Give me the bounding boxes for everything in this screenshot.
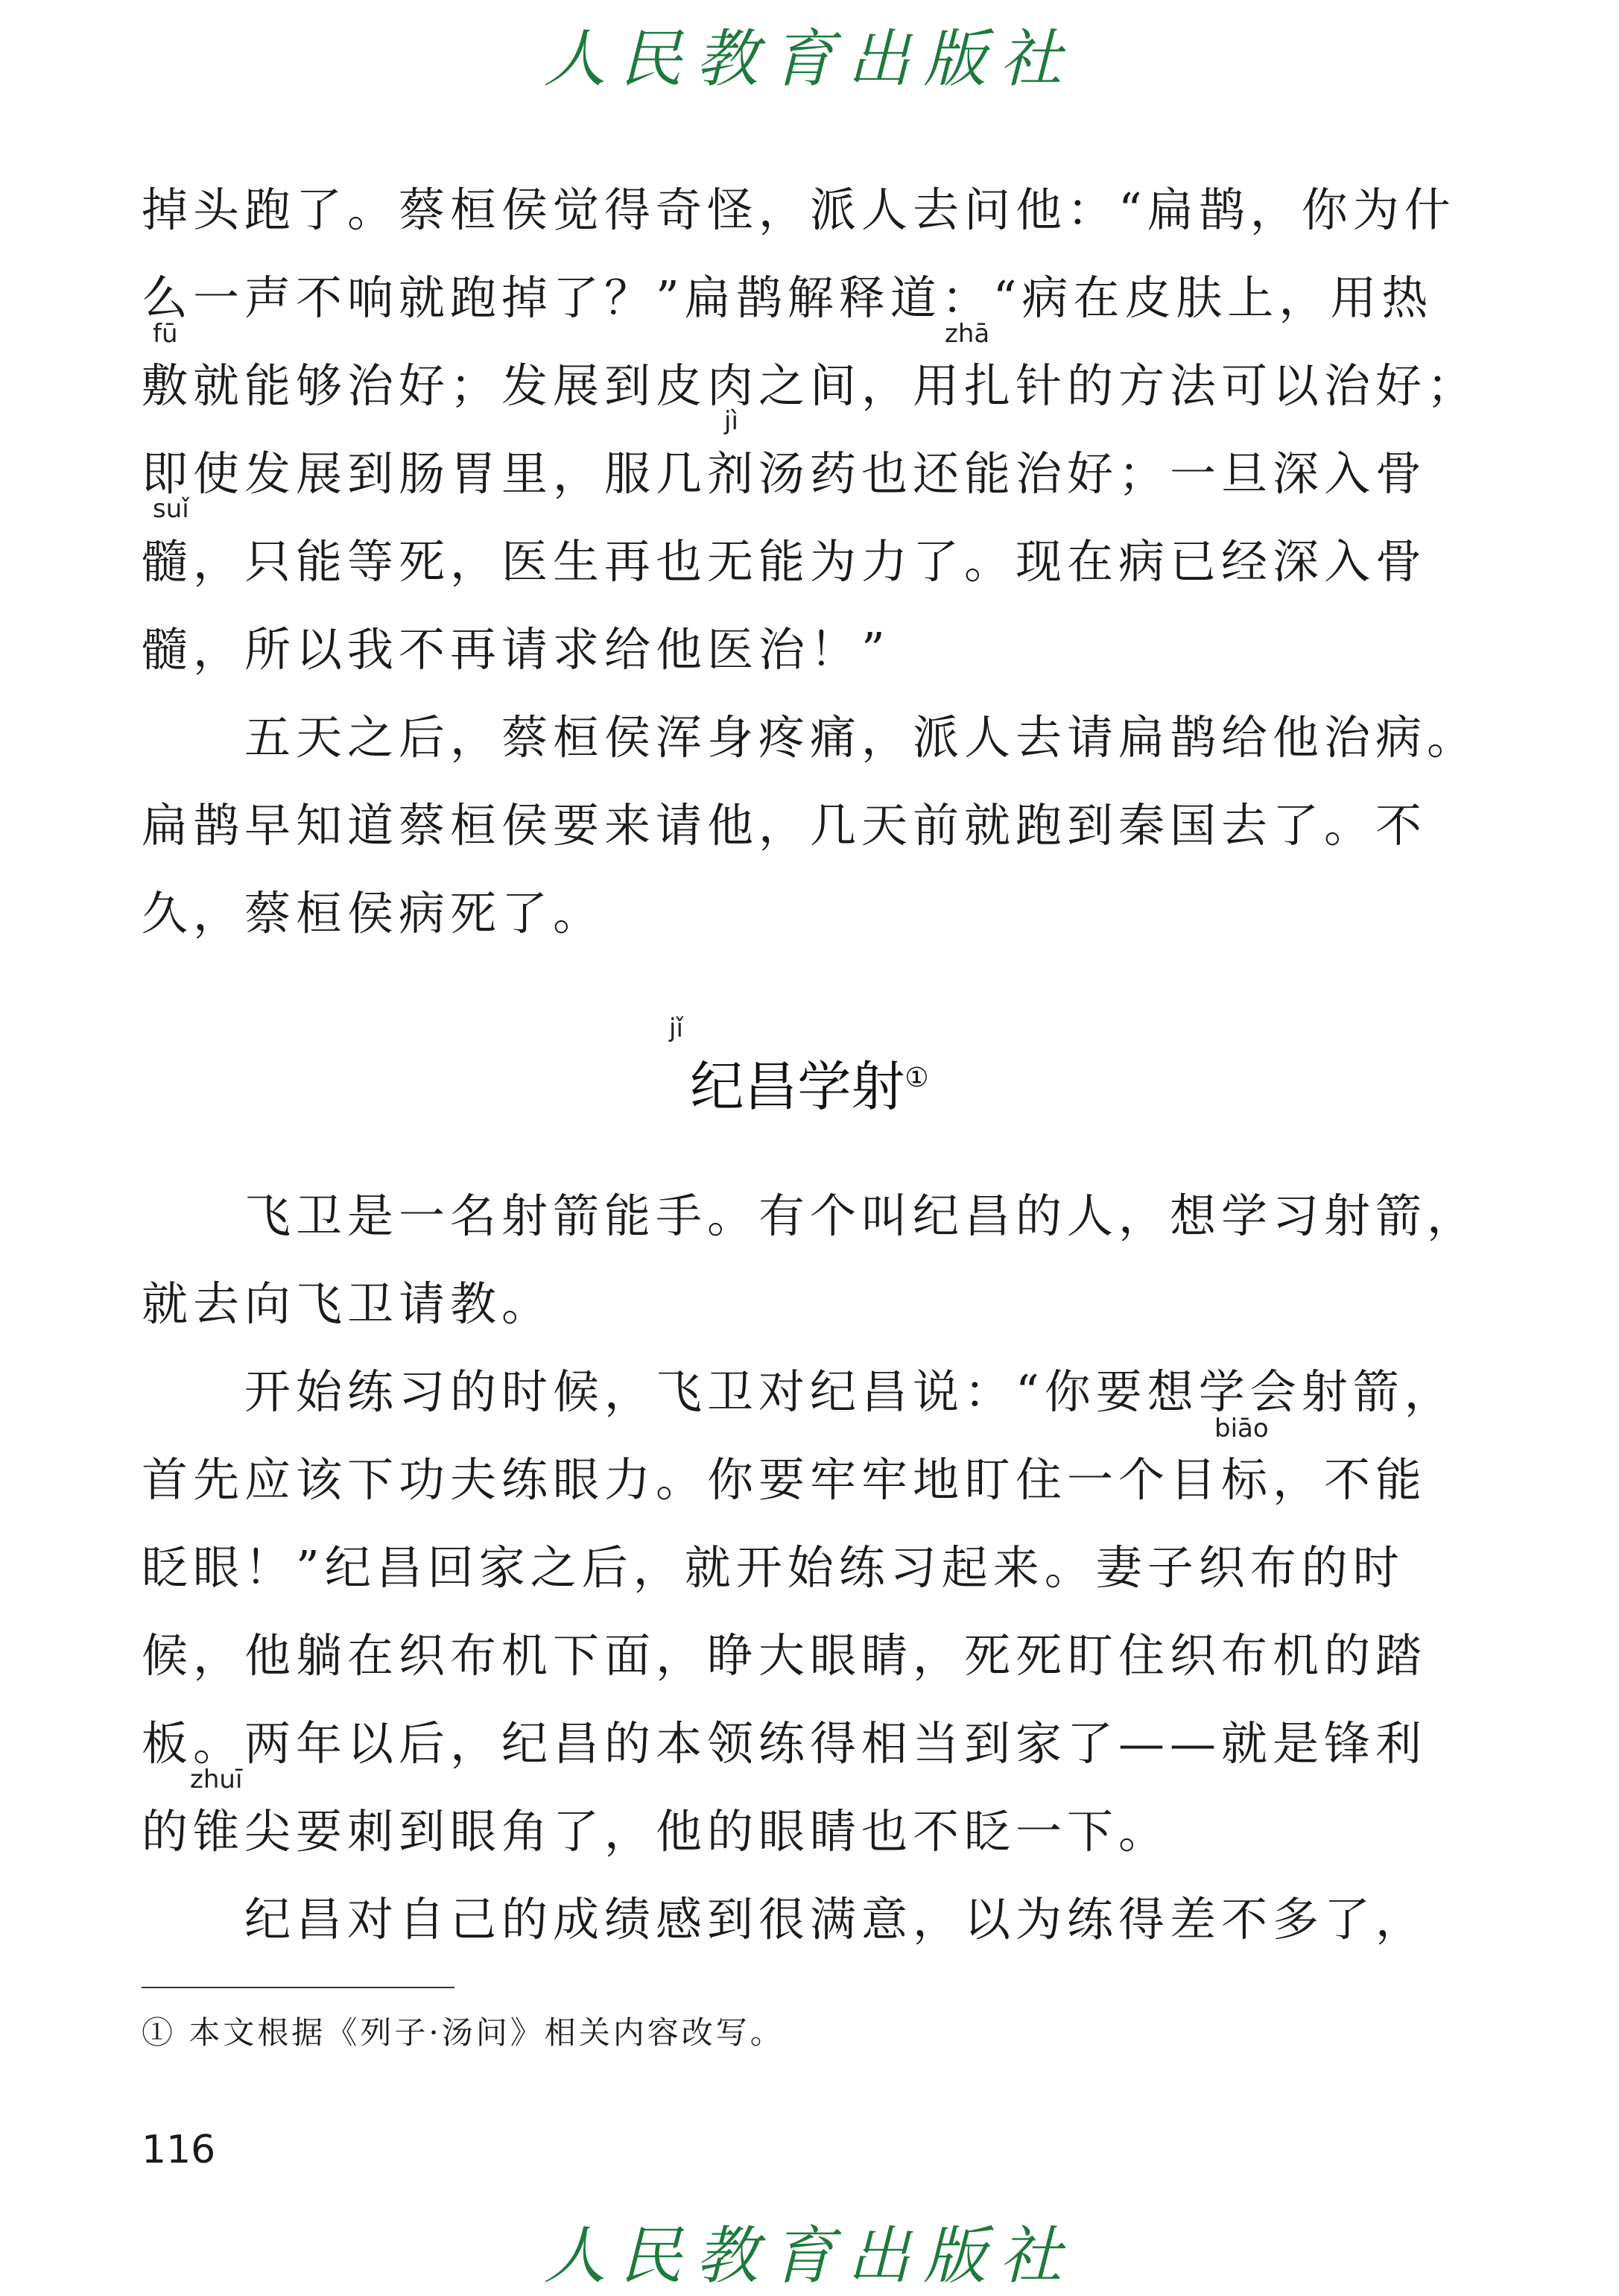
title-text: 纪昌学射 [690,1055,905,1118]
text-line: 髓，只能等死，医生再也无能为力了。现在病已经深入骨 [142,534,1428,589]
text-line: 敷就能够治好；发展到皮肉之间，用扎针的方法可以治好； [142,358,1479,413]
pinyin-fu: fū [153,319,178,349]
text-line: 久，蔡桓侯病死了。 [142,886,605,940]
text-line: 即使发展到肠胃里，服几剂汤药也还能治好；一旦深入骨 [142,446,1428,501]
text-line: 眨眼！”纪昌回家之后，就开始练习起来。妻子织布的时 [142,1540,1404,1595]
title-footnote-mark: ① [904,1063,929,1093]
text-line: 板。两年以后，纪昌的本领练得相当到家了——就是锋利 [142,1716,1428,1771]
text-line: 首先应该下功夫练眼力。你要牢牢地盯住一个目标，不能 [142,1452,1428,1507]
text-line: 五天之后，蔡桓侯浑身疼痛，派人去请扁鹊给他治病。 [142,710,1479,765]
publisher-logo-bottom: 人民教育出版社 [543,2219,1076,2292]
text-line: 候，他躺在织布机下面，睁大眼睛，死死盯住织布机的踏 [142,1628,1428,1683]
text-line: 开始练习的时候，飞卫对纪昌说：“你要想学会射箭， [142,1364,1456,1419]
pinyin-sui: suǐ [153,494,189,524]
text-line: 么一声不响就跑掉了？”扁鹊解释道：“病在皮肤上，用热 [142,271,1433,325]
text-line: 髓，所以我不再请求给他医治！” [142,622,890,677]
publisher-logo-top: 人民教育出版社 [543,22,1076,95]
text-line: 扁鹊早知道蔡桓侯要来请他，几天前就跑到秦国去了。不 [142,798,1428,853]
text-line: 掉头跑了。蔡桓侯觉得奇怪，派人去问他：“扁鹊，你为什 [142,183,1456,237]
text-line: 纪昌对自己的成绩感到很满意，以为练得差不多了， [142,1892,1428,1946]
pinyin-biao: biāo [1214,1414,1269,1443]
text-line: 的锥尖要刺到眼角了，他的眼睛也不眨一下。 [142,1804,1170,1859]
text-line: 飞卫是一名射箭能手。有个叫纪昌的人，想学习射箭， [142,1189,1479,1243]
pinyin-ji: jì [724,406,738,436]
page-number: 116 [142,2128,216,2172]
footnote-rule [142,1987,454,1988]
footnote: ① 本文根据《列子·汤问》相关内容改写。 [142,2014,785,2051]
pinyin-zha: zhā [945,319,990,349]
pinyin-ji-title: jǐ [669,1013,683,1043]
pinyin-zhui: zhuī [190,1765,243,1794]
text-line: 就去向飞卫请教。 [142,1277,554,1331]
section-title [0,1043,1619,1121]
